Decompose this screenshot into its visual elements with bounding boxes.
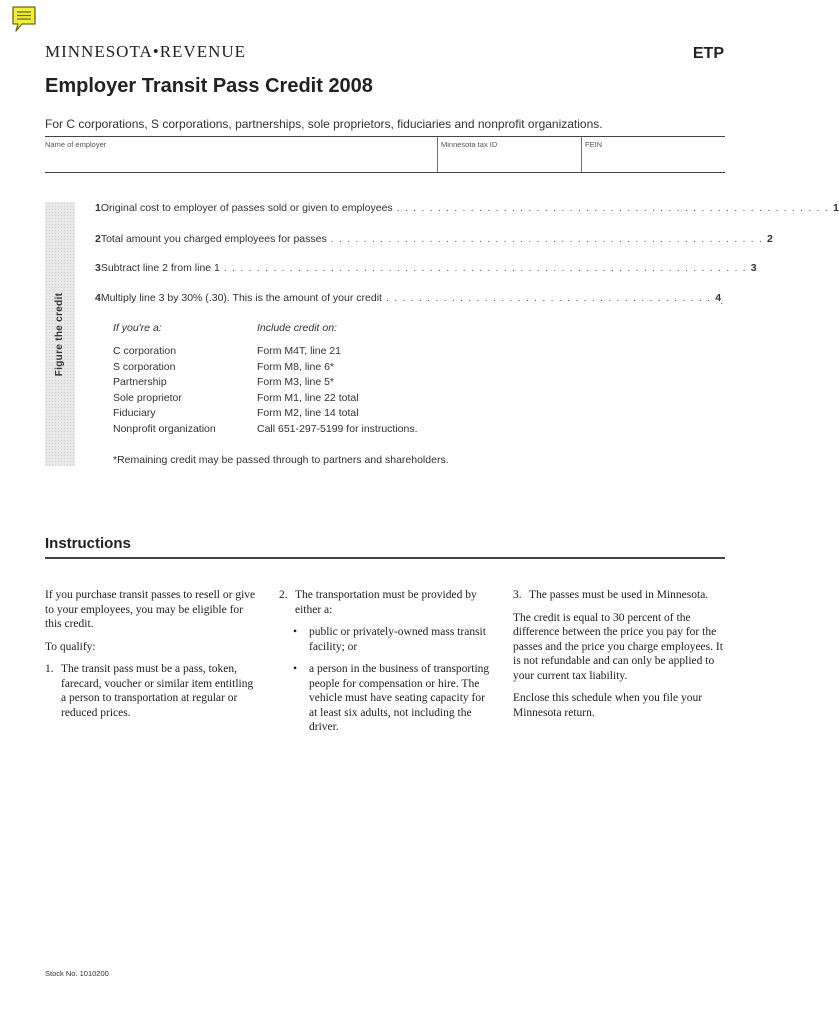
instructions-rule: [45, 557, 725, 559]
list-item: 2. The transportation must be provided by either a:: [279, 589, 477, 616]
stock-number: Stock No. 1010200: [45, 969, 109, 978]
qualify-label: To qualify:: [45, 640, 96, 653]
table-cell: C corporation: [113, 345, 177, 357]
table-footnote: *Remaining credit may be passed through to partners and shareholders.: [113, 454, 449, 466]
table-cell: Form M3, line 5*: [257, 376, 335, 388]
form-column: [257, 344, 418, 437]
instructions-column-2: [279, 588, 491, 743]
table-cell: Fiduciary: [113, 407, 156, 419]
table-header-form: Include credit on:: [257, 322, 337, 334]
field-divider: [581, 137, 582, 172]
entity-column: [113, 344, 216, 437]
instructions-column-3: [513, 588, 725, 728]
header-rule-top: [45, 136, 725, 137]
credit-paragraph: The credit is equal to 30 percent of the difference between the price you pay for the passes and the price you charge employees. It is not refundable and can only be applied to your current tax liability.: [513, 611, 723, 682]
table-header-entity: If you're a:: [113, 322, 162, 334]
table-cell: Form M1, line 22 total: [257, 391, 359, 404]
sidebar-label: Figure the credit: [54, 292, 66, 376]
table-cell: Sole proprietor: [113, 391, 182, 404]
intro-paragraph: If you purchase transit passes to resell or give to your employees, you may be eligible for this credit.: [45, 589, 256, 630]
fein-field[interactable]: FEIN: [585, 140, 603, 149]
bullet-item: • a person in the business of transporting people for compensation or hire. The vehicle must have seating capacity for at least six adults, not including the driver.: [293, 663, 490, 733]
instructions-heading: Instructions: [45, 535, 131, 552]
table-cell: Partnership: [113, 376, 167, 388]
list-item: 1. The transit pass must be a pass, token, farecard, voucher or similar item entitling a person to transportation at regular or reduced prices.: [45, 663, 254, 719]
header-rule-bottom: [45, 172, 725, 173]
line-4: 4 Multiply line 3 by 30% (.30). This is the amount of your credit . . . . . . . . . . . . . . . . . . . . . . . . . . . . . . . . . . . . . . . . 4: [95, 292, 722, 304]
employer-name-field[interactable]: Name of employer: [45, 140, 107, 149]
agency-logo-text: MINNESOTA•REVENUE: [45, 42, 247, 61]
table-cell: Form M2, line 14 total: [257, 407, 359, 419]
bullet-item: • public or privately-owned mass transit facility; or: [293, 626, 486, 653]
page-subtitle: For C corporations, S corporations, partnerships, sole proprietors, fiduciaries and nonprofit organizations.: [45, 117, 603, 131]
comment-note-icon[interactable]: [11, 5, 37, 33]
field-divider: [437, 137, 438, 172]
page-title: Employer Transit Pass Credit 2008: [45, 75, 373, 97]
line-2: 2 Total amount you charged employees for passes . . . . . . . . . . . . . . . . . . . . . . . . . . . . . . . . . . . . . . . . . . . . . . . . . . . . . 2: [95, 233, 773, 245]
table-cell: Nonprofit organization: [113, 422, 216, 435]
instructions-column-1: [45, 588, 258, 728]
form-code: ETP: [692, 45, 724, 62]
table-cell: S corporation: [113, 360, 176, 373]
line-3: 3 Subtract line 2 from line 1 . . . . . . . . . . . . . . . . . . . . . . . . . . . . . . . . . . . . . . . . . . . . . . . . . . . . . . . . . . . . . . . . 3: [95, 262, 757, 274]
line-4-input[interactable]: [721, 291, 722, 304]
table-cell: Form M8, line 6*: [257, 360, 335, 373]
line-1: 1 Original cost to employer of passes sold or given to employees . . . . . . . . . . . . . . . . . . . . . . . . . . . . . . . . . . . . . . . . . . . . . . . . . . . . . 1: [95, 202, 839, 214]
table-cell: Form M4T, line 21: [257, 345, 342, 357]
enclose-paragraph: Enclose this schedule when you file your Minnesota return.: [513, 692, 703, 719]
list-item: 3. The passes must be used in Minnesota.: [513, 589, 709, 601]
table-cell: Call 651-297-5199 for instructions.: [257, 422, 418, 435]
tax-id-field[interactable]: Minnesota tax ID: [441, 140, 498, 149]
